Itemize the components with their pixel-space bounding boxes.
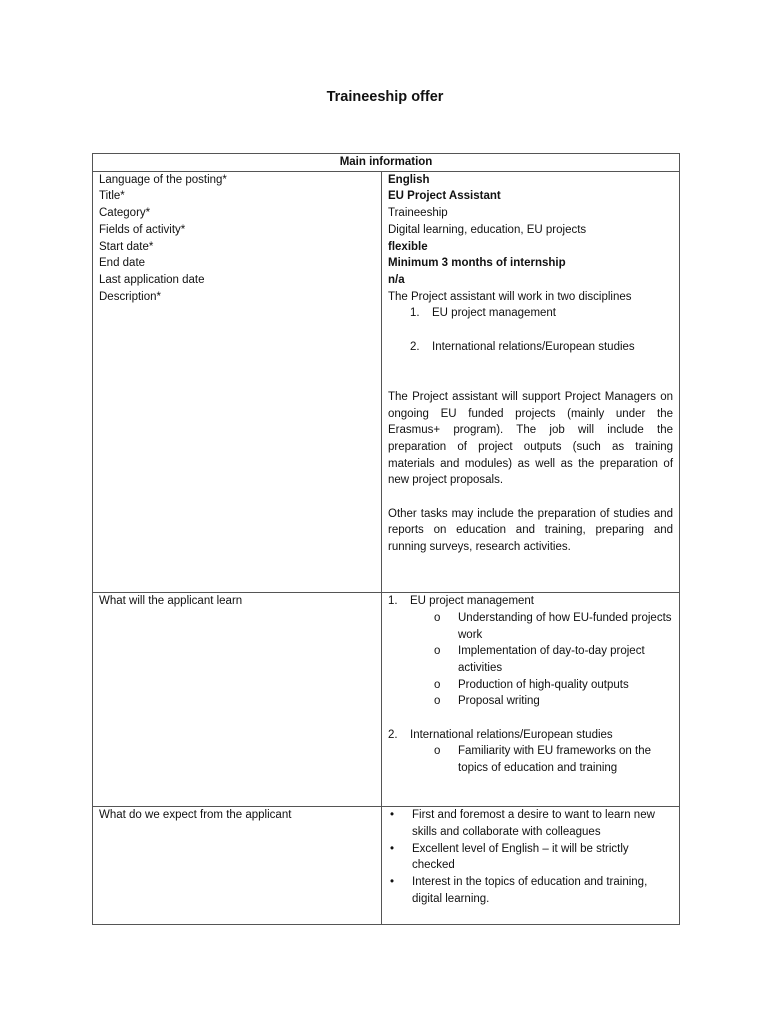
description-intro: The Project assistant will work in two disciplines: [388, 290, 632, 303]
main-information-table: [92, 153, 680, 925]
list-item: 1. EU project management: [388, 593, 673, 610]
expect-content: [382, 807, 680, 925]
expect-label: What do we expect from the applicant: [93, 807, 382, 925]
learn-content: [382, 593, 680, 807]
row-label: Title*: [93, 188, 382, 205]
row-label: Category*: [93, 205, 382, 222]
learn-item-title: International relations/European studies: [410, 728, 613, 741]
row-label: Last application date: [93, 272, 382, 289]
learn-sub-text: Implementation of day-to-day project activities: [458, 645, 645, 674]
row-value: flexible: [382, 239, 680, 256]
learn-sub-text: Production of high-quality outputs: [458, 678, 629, 691]
list-item: o Proposal writing: [388, 693, 673, 710]
list-item: o Implementation of day-to-day project activities: [388, 643, 673, 676]
list-item: 2. International relations/European studies: [388, 339, 673, 356]
expect-text: First and foremost a desire to want to learn new skills and collaborate with colleagues: [412, 809, 655, 838]
description-label: Description*: [93, 289, 382, 593]
list-item: o Familiarity with EU frameworks on the topics of education and training: [388, 743, 673, 776]
row-label: Fields of activity*: [93, 222, 382, 239]
learn-item-title: EU project management: [410, 595, 535, 608]
learn-sub-text: Proposal writing: [458, 695, 540, 708]
expect-text: Excellent level of English – it will be strictly checked: [412, 842, 629, 872]
list-item: • Excellent level of English – it will be strictly checked: [388, 841, 673, 874]
description-content: [382, 289, 680, 593]
row-label: End date: [93, 255, 382, 272]
discipline-text: EU project management: [432, 307, 557, 320]
learn-sub-text: Familiarity with EU frameworks on the topics of education and training: [458, 745, 651, 775]
row-label: Language of the posting*: [93, 171, 382, 188]
list-item: o Production of high-quality outputs: [388, 677, 673, 694]
learn-sub-text: Understanding of how EU-funded projects work: [458, 611, 672, 641]
table-header: Main information: [93, 154, 680, 172]
list-item: 1. EU project management: [388, 305, 673, 322]
row-value: English: [382, 171, 680, 188]
row-value: Digital learning, education, EU projects: [382, 222, 680, 239]
row-value: EU Project Assistant: [382, 188, 680, 205]
list-item: • Interest in the topics of education and training, digital learning.: [388, 874, 673, 907]
description-paragraph: Other tasks may include the preparation of studies and reports on education and training, preparing and running surveys, research activities.: [388, 507, 674, 554]
expect-text: Interest in the topics of education and training, digital learning.: [412, 875, 648, 905]
learn-label: What will the applicant learn: [93, 593, 382, 807]
list-item: • First and foremost a desire to want to learn new skills and collaborate with colleagues: [388, 807, 673, 840]
row-value: Minimum 3 months of internship: [382, 255, 680, 272]
discipline-text: International relations/European studies: [432, 340, 635, 353]
row-value: n/a: [382, 272, 680, 289]
row-label: Start date*: [93, 239, 382, 256]
row-value: Traineeship: [382, 205, 680, 222]
list-item: 2. International relations/European studies: [388, 727, 673, 744]
page-title: Traineeship offer: [326, 89, 444, 105]
list-item: o Understanding of how EU-funded projects work: [388, 610, 673, 643]
description-paragraph: The Project assistant will support Project Managers on ongoing EU funded projects (mainly under the Erasmus+ program). The job will include the preparation of project outputs (such as training materials and modules) as well as the preparation of new project proposals.: [388, 390, 674, 487]
